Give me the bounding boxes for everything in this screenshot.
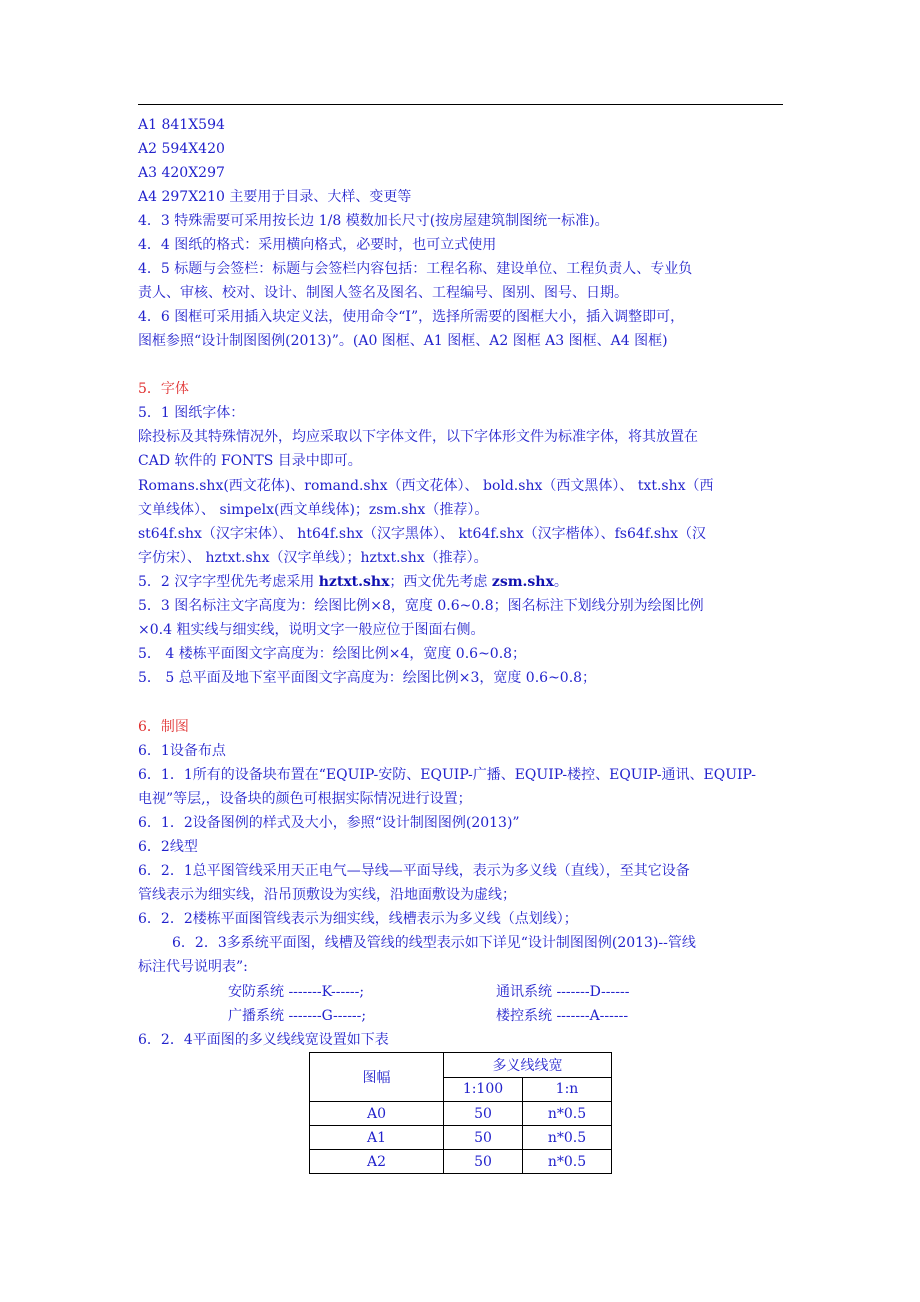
table-row [310,1126,612,1150]
section-4-5-line2: 责人、审核、校对、设计、制图人签名及图名、工程编号、图别、图号、日期。 [138,285,628,301]
cell-n: n*0.5 [523,1150,612,1174]
section-4-6-line2: 图框参照“设计制图图例(2013)”。(A0 图框、A1 图框、A2 图框 A3 图框、A4 图框) [138,333,668,349]
section-5-1-line4: 文单线体）、 simpelx(西文单线体)；zsm.shx（推荐）。 [138,502,489,518]
system-building-control: 楼控系统 -------A------ [496,1008,629,1024]
section-6-2-2: 6．2．2楼栋平面图管线表示为细实线，线槽表示为多义线（点划线）； [138,911,578,927]
cell-100: 50 [444,1102,523,1126]
section-5-1-line6: 字仿宋）、 hztxt.shx（汉字单线）；hztxt.shx（推荐）。 [138,550,488,566]
section-6-2-4: 6．2．4平面图的多义线线宽设置如下表 [138,1032,389,1048]
sheet-size-a1: A1 841X594 [138,117,225,133]
cell-sheet: A2 [310,1150,444,1174]
section-5-1: 5．1 图纸字体： [138,405,245,421]
section-4-3: 4．3 特殊需要可采用按长边 1/8 模数加长尺寸(按房屋建筑制图统一标准)。 [138,213,609,229]
heading-6-drawing: 6．制图 [138,719,189,735]
font-zsm: zsm.shx [491,574,554,590]
header-rule [138,104,783,105]
cell-sheet: A1 [310,1126,444,1150]
heading-5-font: 5．字体 [138,381,189,397]
section-5-1-line1: 除投标及其特殊情况外，均应采取以下字体文件，以下字体形文件为标准字体，将其放置在 [138,429,698,445]
table-row [310,1102,612,1126]
header-sheet: 图幅 [310,1053,444,1102]
section-5-5: 5． 5 总平面及地下室平面图文字高度为：绘图比例×3，宽度 0.6~0.8； [138,670,597,686]
system-security: 安防系统 -------K------; [228,984,365,1000]
section-6-1-2: 6．1．2设备图例的样式及大小，参照“设计制图图例(2013)” [138,815,520,831]
cell-n: n*0.5 [523,1126,612,1150]
section-5-1-line3: Romans.shx(西文花体)、romand.shx（西文花体）、 bold.shx（西文黑体）、 txt.shx（西 [138,478,714,494]
section-5-1-line2: CAD 软件的 FONTS 目录中即可。 [138,453,362,469]
sheet-size-a4: A4 297X210 主要用于目录、大样、变更等 [138,189,412,205]
font-hztxt: hztxt.shx [318,574,390,590]
section-6-2: 6．2线型 [138,839,198,855]
sheet-size-a2: A2 594X420 [138,141,225,157]
section-4-5-line1: 4．5 标题与会签栏：标题与会签栏内容包括：工程名称、建设单位、工程负责人、专业负 [138,261,693,277]
section-6-1-1-line2: 电视”等层,，设备块的颜色可根据实际情况进行设置； [138,791,472,807]
header-scale-100: 1:100 [444,1077,523,1102]
header-scale-n: 1:n [523,1077,612,1102]
section-5-4: 5． 4 楼栋平面图文字高度为：绘图比例×4，宽度 0.6~0.8； [138,646,527,662]
cell-100: 50 [444,1150,523,1174]
line-width-table [309,1052,612,1174]
section-5-3-line2: ×0.4 粗实线与细实线，说明文字一般应位于图面右侧。 [138,622,485,638]
sheet-size-a3: A3 420X297 [138,165,225,181]
section-6-1-1-line1: 6．1．1所有的设备块布置在“EQUIP-安防、EQUIP-广播、EQUIP-楼控、EQUIP-通讯、EQUIP- [138,767,756,783]
section-6-2-1-line2: 管线表示为细实线，沿吊顶敷设为实线，沿地面敷设为虚线； [138,887,516,903]
system-broadcast: 广播系统 -------G------; [228,1008,367,1024]
section-6-2-3-line2: 标注代号说明表”: [138,959,248,975]
section-5-2 [138,573,568,591]
table-row [310,1150,612,1174]
cell-100: 50 [444,1126,523,1150]
header-line-width: 多义线线宽 [444,1053,612,1078]
system-communication: 通讯系统 -------D------ [496,984,630,1000]
table-header-row [310,1053,612,1078]
section-5-2-pre: 5．2 汉字字型优先考虑采用 [138,574,319,590]
section-4-4: 4．4 图纸的格式：采用横向格式，必要时，也可立式使用 [138,237,497,253]
section-5-1-line5: st64f.shx（汉字宋体）、 ht64f.shx（汉字黑体）、 kt64f.shx（汉字楷体）、fs64f.shx（汉 [138,526,707,542]
section-5-2-mid: ；西文优先考虑 [389,574,492,590]
section-6-2-1-line1: 6．2．1总平图管线采用天正电气—导线—平面导线，表示为多义线（直线），至其它设备 [138,863,690,879]
cell-n: n*0.5 [523,1102,612,1126]
section-6-1: 6．1设备布点 [138,743,226,759]
section-5-2-end: 。 [553,574,568,590]
cell-sheet: A0 [310,1102,444,1126]
section-6-2-3-line1: 6．2．3多系统平面图，线槽及管线的线型表示如下详见“设计制图图例(2013)--管线 [172,935,696,951]
section-4-6-line1: 4．6 图框可采用插入块定义法，使用命令“I”，选择所需要的图框大小，插入调整即可， [138,309,685,325]
section-5-3-line1: 5．3 图名标注文字高度为：绘图比例×8，宽度 0.6~0.8；图名标注下划线分别为绘图比例 [138,598,704,614]
